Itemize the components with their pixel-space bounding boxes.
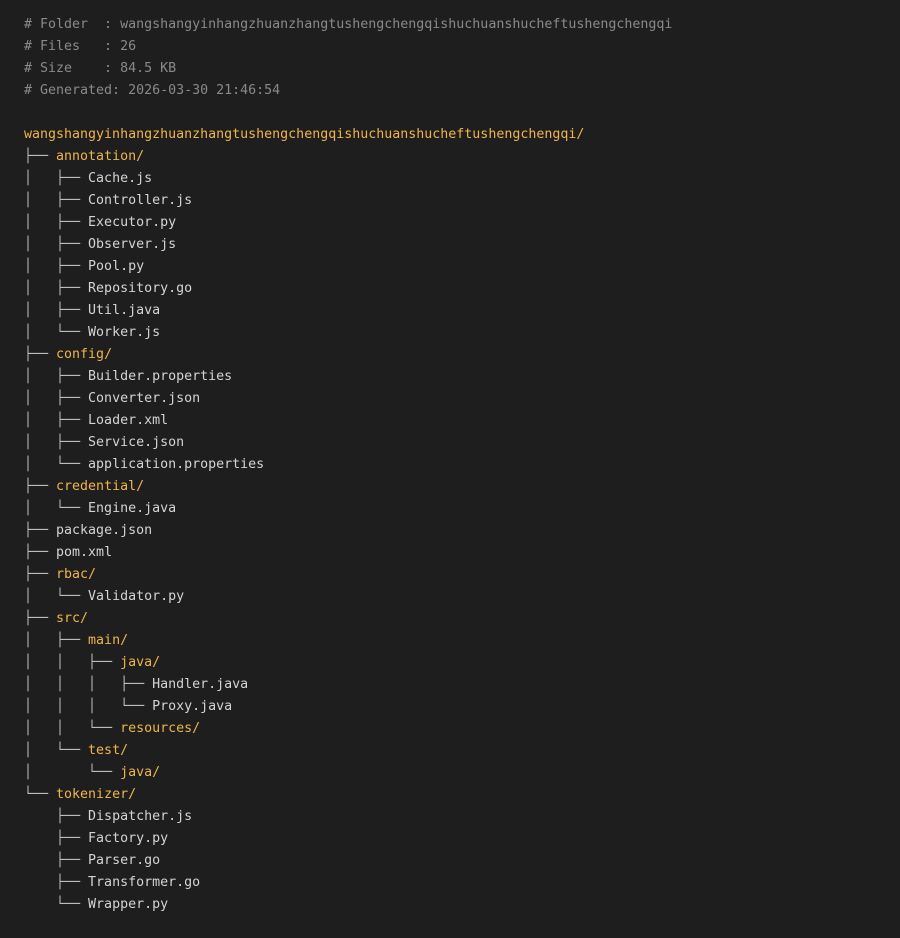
tree-branch: ├── xyxy=(24,831,89,846)
folder-name: rbac/ xyxy=(56,567,97,582)
file-tree xyxy=(24,14,672,916)
tree-branch: ├── xyxy=(24,875,89,890)
tree-branch: │ ├── xyxy=(24,303,89,318)
file-name: Observer.js xyxy=(88,237,177,252)
blank-line xyxy=(24,102,672,124)
folder-name: config/ xyxy=(56,347,113,362)
file-name: package.json xyxy=(56,523,153,538)
file-name: application.properties xyxy=(88,457,265,472)
file-name: Handler.java xyxy=(152,677,249,692)
root-folder: wangshangyinhangzhuanzhangtushengchengqishuchuanshucheftushengchengqi/ xyxy=(24,127,585,142)
file-name: Parser.go xyxy=(88,853,161,868)
tree-file xyxy=(24,256,672,278)
tree-branch: ├── xyxy=(24,479,57,494)
file-name: Converter.json xyxy=(88,391,201,406)
folder-name: resources/ xyxy=(120,721,201,736)
tree-branch: │ ├── xyxy=(24,193,89,208)
tree-file xyxy=(24,498,672,520)
tree-file xyxy=(24,542,672,564)
tree-folder xyxy=(24,740,672,762)
folder-name: java/ xyxy=(120,765,161,780)
tree-folder xyxy=(24,762,672,784)
tree-branch: │ ├── xyxy=(24,633,89,648)
tree-folder xyxy=(24,564,672,586)
tree-branch: │ ├── xyxy=(24,259,89,274)
tree-folder xyxy=(24,146,672,168)
header-files: # Files : 26 xyxy=(24,39,137,54)
tree-file xyxy=(24,828,672,850)
file-name: Dispatcher.js xyxy=(88,809,193,824)
folder-name: java/ xyxy=(120,655,161,670)
tree-file xyxy=(24,454,672,476)
tree-branch: │ ├── xyxy=(24,369,89,384)
tree-branch: │ └── xyxy=(24,457,89,472)
file-name: Builder.properties xyxy=(88,369,233,384)
tree-file xyxy=(24,168,672,190)
file-name: Executor.py xyxy=(88,215,177,230)
file-name: pom.xml xyxy=(56,545,113,560)
file-name: Controller.js xyxy=(88,193,193,208)
tree-folder xyxy=(24,344,672,366)
tree-file xyxy=(24,190,672,212)
file-name: Transformer.go xyxy=(88,875,201,890)
tree-file xyxy=(24,212,672,234)
file-name: Loader.xml xyxy=(88,413,169,428)
tree-file xyxy=(24,366,672,388)
tree-folder xyxy=(24,784,672,806)
tree-file xyxy=(24,388,672,410)
tree-branch: └── xyxy=(24,787,57,802)
file-name: Util.java xyxy=(88,303,161,318)
tree-file xyxy=(24,850,672,872)
tree-branch: │ ├── xyxy=(24,435,89,450)
tree-file xyxy=(24,432,672,454)
tree-branch: ├── xyxy=(24,809,89,824)
tree-file xyxy=(24,894,672,916)
header-folder: # Folder : wangshangyinhangzhuanzhangtushengchengqishuchuanshucheftushengchengqi xyxy=(24,17,673,32)
tree-branch: │ │ │ ├── xyxy=(24,677,153,692)
tree-branch: ├── xyxy=(24,611,57,626)
file-name: Service.json xyxy=(88,435,185,450)
tree-branch: ├── xyxy=(24,347,57,362)
tree-branch: ├── xyxy=(24,545,57,560)
folder-name: src/ xyxy=(56,611,89,626)
folder-name: tokenizer/ xyxy=(56,787,137,802)
tree-file xyxy=(24,300,672,322)
tree-file xyxy=(24,806,672,828)
tree-branch: │ └── xyxy=(24,743,89,758)
tree-file xyxy=(24,696,672,718)
header-generated: # Generated: 2026-03-30 21:46:54 xyxy=(24,83,281,98)
tree-folder xyxy=(24,608,672,630)
tree-folder xyxy=(24,718,672,740)
tree-branch: │ │ └── xyxy=(24,721,121,736)
tree-entries xyxy=(24,146,672,916)
tree-branch: ├── xyxy=(24,523,57,538)
folder-name: test/ xyxy=(88,743,129,758)
tree-branch: ├── xyxy=(24,149,57,164)
tree-folder xyxy=(24,652,672,674)
tree-branch: │ ├── xyxy=(24,237,89,252)
folder-name: annotation/ xyxy=(56,149,145,164)
tree-folder xyxy=(24,476,672,498)
tree-branch: │ ├── xyxy=(24,391,89,406)
tree-branch: │ └── xyxy=(24,501,89,516)
tree-branch: │ ├── xyxy=(24,281,89,296)
file-name: Validator.py xyxy=(88,589,185,604)
tree-branch: │ ├── xyxy=(24,171,89,186)
tree-file xyxy=(24,234,672,256)
tree-branch: │ └── xyxy=(24,325,89,340)
file-name: Pool.py xyxy=(88,259,145,274)
tree-branch: │ │ │ └── xyxy=(24,699,153,714)
tree-folder xyxy=(24,630,672,652)
tree-branch: │ ├── xyxy=(24,413,89,428)
folder-name: credential/ xyxy=(56,479,145,494)
tree-file xyxy=(24,278,672,300)
folder-name: main/ xyxy=(88,633,129,648)
tree-file xyxy=(24,674,672,696)
tree-branch: │ ├── xyxy=(24,215,89,230)
tree-file xyxy=(24,520,672,542)
tree-branch: │ └── xyxy=(24,589,89,604)
tree-file xyxy=(24,322,672,344)
tree-file xyxy=(24,586,672,608)
file-name: Factory.py xyxy=(88,831,169,846)
file-name: Proxy.java xyxy=(152,699,233,714)
tree-branch: ├── xyxy=(24,853,89,868)
tree-file xyxy=(24,410,672,432)
tree-branch: │ │ ├── xyxy=(24,655,121,670)
file-name: Worker.js xyxy=(88,325,161,340)
tree-branch: ├── xyxy=(24,567,57,582)
file-name: Wrapper.py xyxy=(88,897,169,912)
file-name: Engine.java xyxy=(88,501,177,516)
file-name: Repository.go xyxy=(88,281,193,296)
tree-file xyxy=(24,872,672,894)
file-name: Cache.js xyxy=(88,171,153,186)
tree-branch: └── xyxy=(24,897,89,912)
header-size: # Size : 84.5 KB xyxy=(24,61,177,76)
tree-branch: │ └── xyxy=(24,765,121,780)
